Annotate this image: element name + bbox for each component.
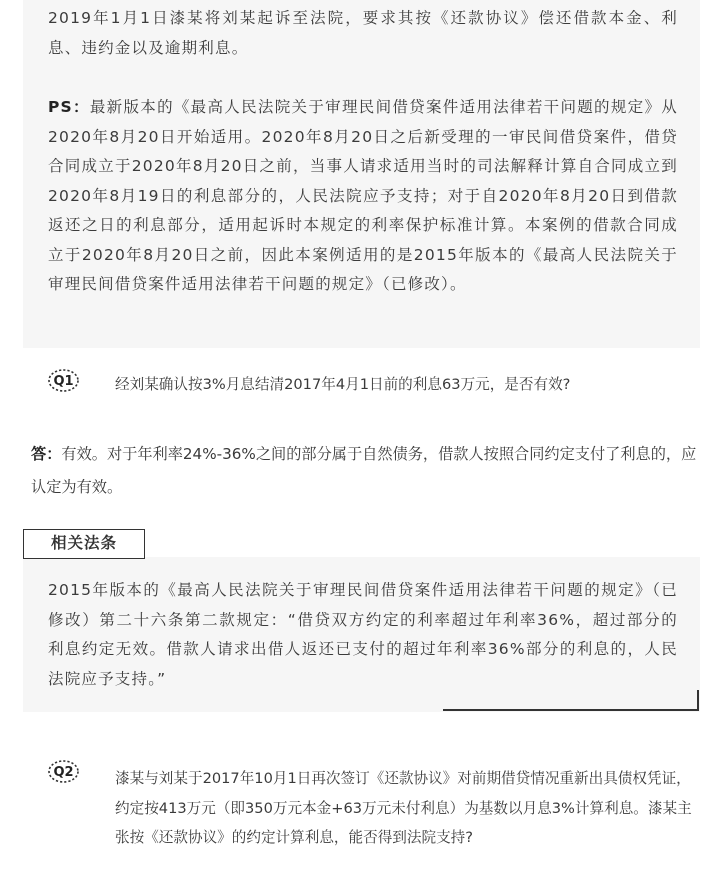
answer-label: 答：	[31, 445, 62, 463]
law-paragraph: 2015年版本的《最高人民法院关于审理民间借贷案件适用法律若干问题的规定》（已修改）第二十六条第二款规定：“借贷双方约定的利率超过年利率36%，超过部分的利息约定无效。借款人请求出借人返还已支付的超过年利率36%部分的利息的，人民法院应予支持。”	[48, 581, 678, 688]
q1-question: 经刘某确认按3%月息结清2017年4月1日前的利息63万元，是否有效?	[115, 376, 571, 393]
q2-badge-icon	[47, 759, 80, 784]
answer-paragraph	[31, 438, 697, 504]
q1-badge-icon	[47, 368, 80, 393]
q2-question: 漆某与刘某于2017年10月1日再次签订《还款协议》对前期借贷情况重新出具债权凭证，约定按413万元（即350万元本金+63万元未付利息）为基数以月息3%计算利息。漆某主张按《还款协议》的约定计算利息，能否得到法院支持?	[115, 770, 692, 846]
ps-label: PS：	[48, 98, 90, 116]
ps-text: 最新版本的《最高人民法院关于审理民间借贷案件适用法律若干问题的规定》从2020年8月20日开始适用。2020年8月20日之后新受理的一审民间借贷案件，借贷合同成立于2020年8月20日之前，当事人请求适用当时的司法解释计算自合同成立到2020年8月19日的利息部分的，人民法院应予支持；对于自2020年8月20日到借款返还之日的利息部分，适用起诉时本规定的利率保护标准计算。本案例的借款合同成立于2020年8月20日之前，因此本案例适用的是2015年版本的《最高人民法院关于审理民间借贷案件适用法律若干问题的规定》（已修改）。	[48, 98, 678, 293]
law-box-bottom-border	[443, 709, 699, 711]
law-box-corner-border	[697, 690, 699, 711]
related-law-tab: 相关法条	[23, 529, 145, 559]
ps-paragraph	[48, 93, 678, 300]
q2-badge-label: Q2	[53, 765, 74, 780]
answer-text: 有效。对于年利率24%-36%之间的部分属于自然债务，借款人按照合同约定支付了利息的，应认定为有效。	[31, 445, 697, 496]
intro-paragraph: 2019年1月1日漆某将刘某起诉至法院，要求其按《还款协议》偿还借款本金、利息、违约金以及逾期利息。	[48, 9, 678, 57]
q1-badge-label: Q1	[53, 374, 74, 389]
